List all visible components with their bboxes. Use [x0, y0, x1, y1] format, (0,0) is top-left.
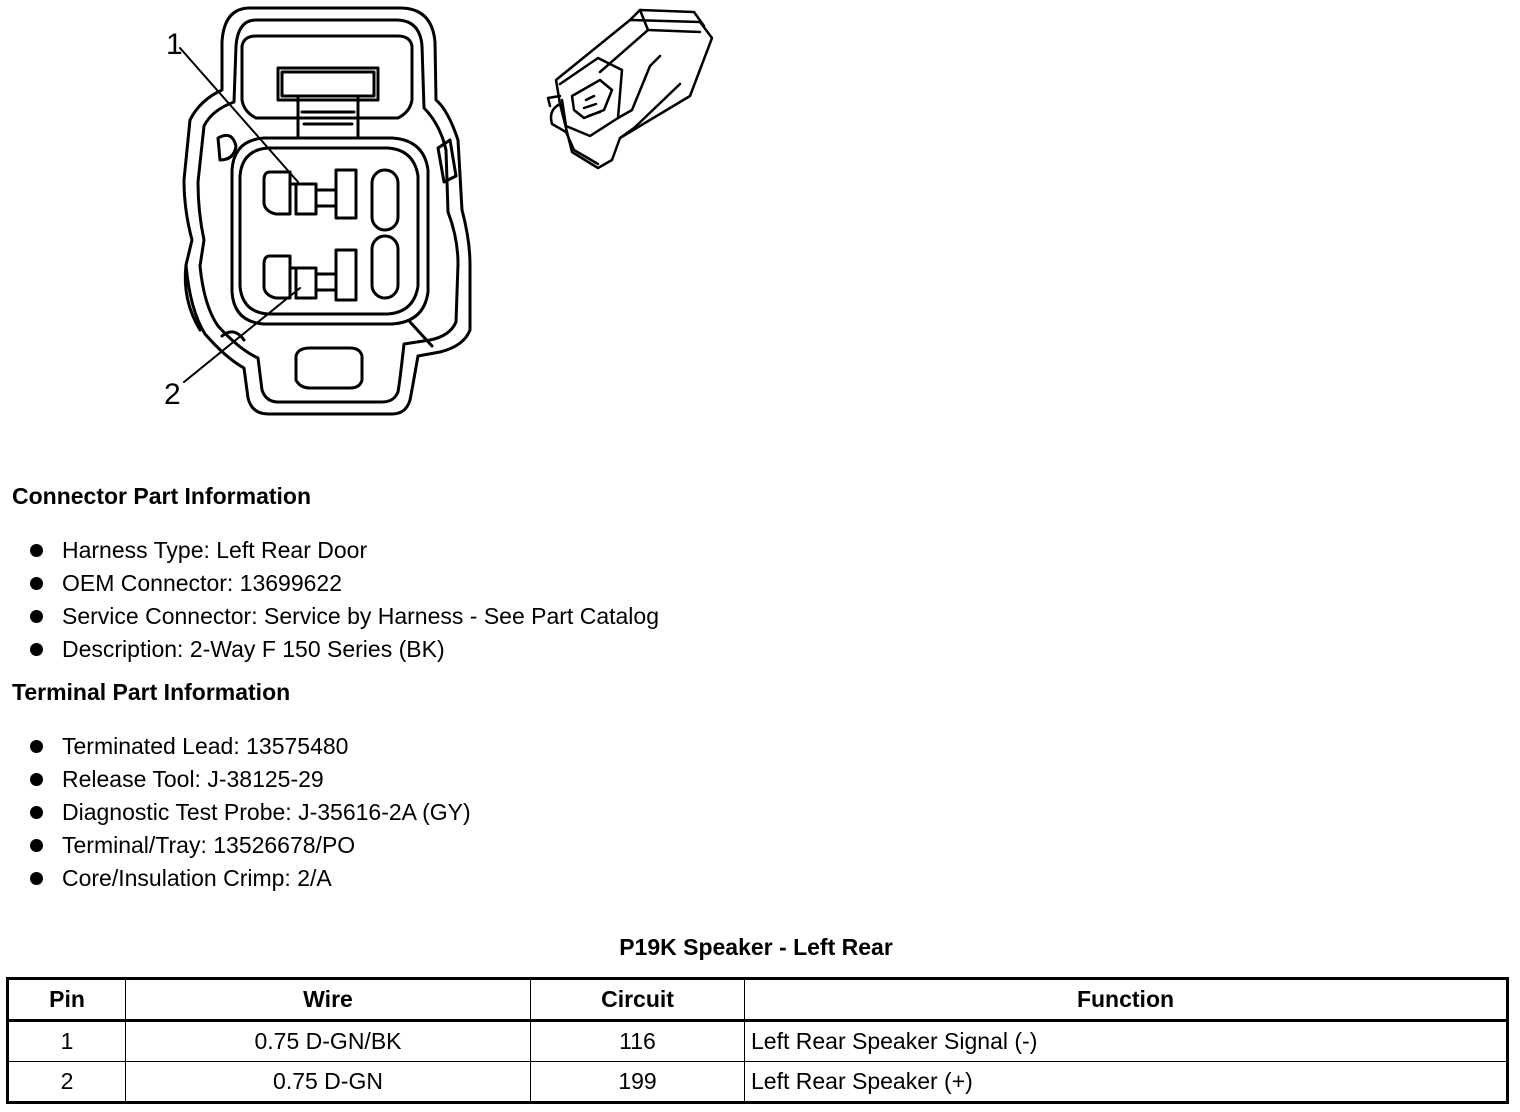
bullet-icon [30, 839, 43, 852]
bullet-icon [30, 806, 43, 819]
list-item: Harness Type: Left Rear Door [28, 534, 659, 567]
connector-face-view [184, 8, 470, 414]
pin-cell: 1 [8, 1021, 126, 1062]
bullet-icon [30, 577, 43, 590]
list-item: Release Tool: J-38125-29 [28, 763, 471, 796]
terminal-info-heading: Terminal Part Information [12, 679, 291, 705]
wire-cell: 0.75 D-GN [126, 1062, 531, 1103]
connector-diagram [0, 0, 760, 440]
wire-cell: 0.75 D-GN/BK [126, 1021, 531, 1062]
list-item: Terminated Lead: 13575480 [28, 730, 471, 763]
bullet-icon [30, 610, 43, 623]
callout-2-label: 2 [164, 378, 181, 411]
column-header-function: Function [745, 979, 1508, 1021]
bullet-icon [30, 544, 43, 557]
connector-isometric-view [548, 10, 712, 168]
function-cell: Left Rear Speaker (+) [745, 1062, 1508, 1103]
list-item: Description: 2-Way F 150 Series (BK) [28, 633, 659, 666]
function-cell: Left Rear Speaker Signal (-) [745, 1021, 1508, 1062]
list-item: Terminal/Tray: 13526678/PO [28, 829, 471, 862]
column-header-pin: Pin [8, 979, 126, 1021]
connector-info-heading: Connector Part Information [12, 483, 312, 509]
circuit-cell: 116 [531, 1021, 745, 1062]
pin-table [6, 977, 1509, 1104]
connector-info-list [28, 534, 659, 666]
bullet-icon [30, 740, 43, 753]
list-item: Core/Insulation Crimp: 2/A [28, 862, 471, 895]
terminal-info-list [28, 730, 471, 895]
list-item: Diagnostic Test Probe: J-35616-2A (GY) [28, 796, 471, 829]
bullet-icon [30, 872, 43, 885]
list-item: OEM Connector: 13699622 [28, 567, 659, 600]
list-item: Service Connector: Service by Harness - See Part Catalog [28, 600, 659, 633]
bullet-icon [30, 643, 43, 656]
circuit-cell: 199 [531, 1062, 745, 1103]
table-row [8, 1021, 1508, 1062]
column-header-wire: Wire [126, 979, 531, 1021]
table-header-row [8, 979, 1508, 1021]
table-title: P19K Speaker - Left Rear [619, 934, 893, 960]
column-header-circuit: Circuit [531, 979, 745, 1021]
bullet-icon [30, 773, 43, 786]
callout-1-label: 1 [166, 28, 183, 61]
pin-cell: 2 [8, 1062, 126, 1103]
table-row [8, 1062, 1508, 1103]
